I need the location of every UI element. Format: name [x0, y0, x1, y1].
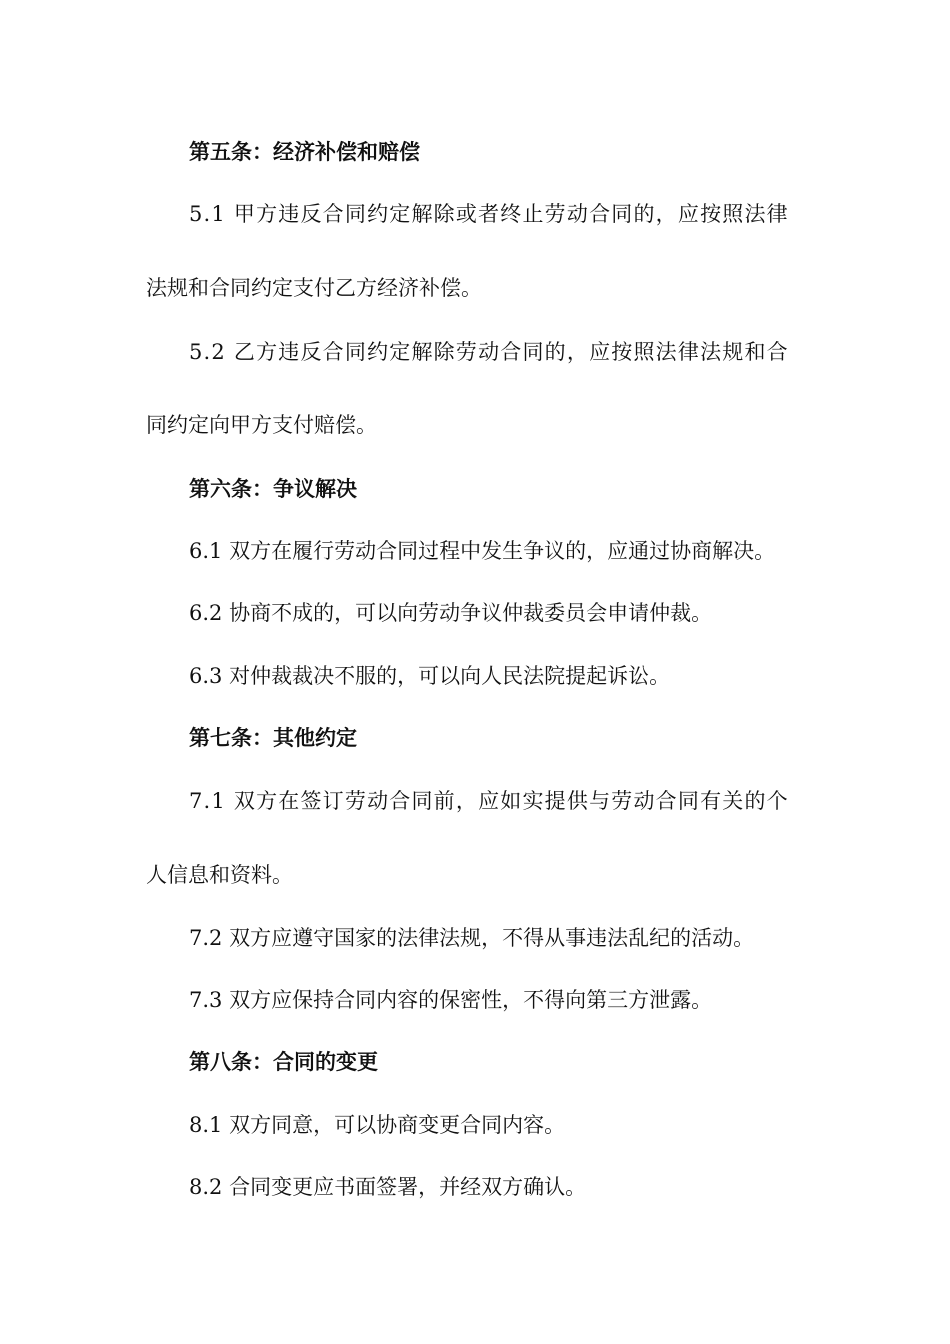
- section-5-heading: 第五条：经济补偿和赔偿: [189, 140, 420, 164]
- clause-7-3: 7.3 双方应保持合同内容的保密性，不得向第三方泄露。: [189, 988, 713, 1012]
- clause-5-1-line-2: 法规和合同约定支付乙方经济补偿。: [146, 276, 482, 300]
- clause-7-1-line-1: 7.1 双方在签订劳动合同前，应如实提供与劳动合同有关的个: [189, 789, 789, 813]
- clause-6-1: 6.1 双方在履行劳动合同过程中发生争议的，应通过协商解决。: [189, 539, 776, 563]
- clause-5-1-line-1: 5.1 甲方违反合同约定解除或者终止劳动合同的，应按照法律: [189, 202, 789, 226]
- section-8-heading: 第八条：合同的变更: [189, 1050, 378, 1074]
- section-6-heading: 第六条：争议解决: [189, 477, 357, 501]
- clause-6-3: 6.3 对仲裁裁决不服的，可以向人民法院提起诉讼。: [189, 664, 671, 688]
- clause-8-2: 8.2 合同变更应书面签署，并经双方确认。: [189, 1175, 587, 1199]
- section-7-heading: 第七条：其他约定: [189, 726, 357, 750]
- clause-8-1: 8.1 双方同意，可以协商变更合同内容。: [189, 1113, 566, 1137]
- clause-7-2: 7.2 双方应遵守国家的法律法规，不得从事违法乱纪的活动。: [189, 926, 755, 950]
- clause-7-1-line-2: 人信息和资料。: [146, 863, 293, 887]
- clause-5-2-line-1: 5.2 乙方违反合同约定解除劳动合同的，应按照法律法规和合: [189, 340, 789, 364]
- clause-5-2-line-2: 同约定向甲方支付赔偿。: [146, 413, 377, 437]
- clause-6-2: 6.2 协商不成的，可以向劳动争议仲裁委员会申请仲裁。: [189, 601, 713, 625]
